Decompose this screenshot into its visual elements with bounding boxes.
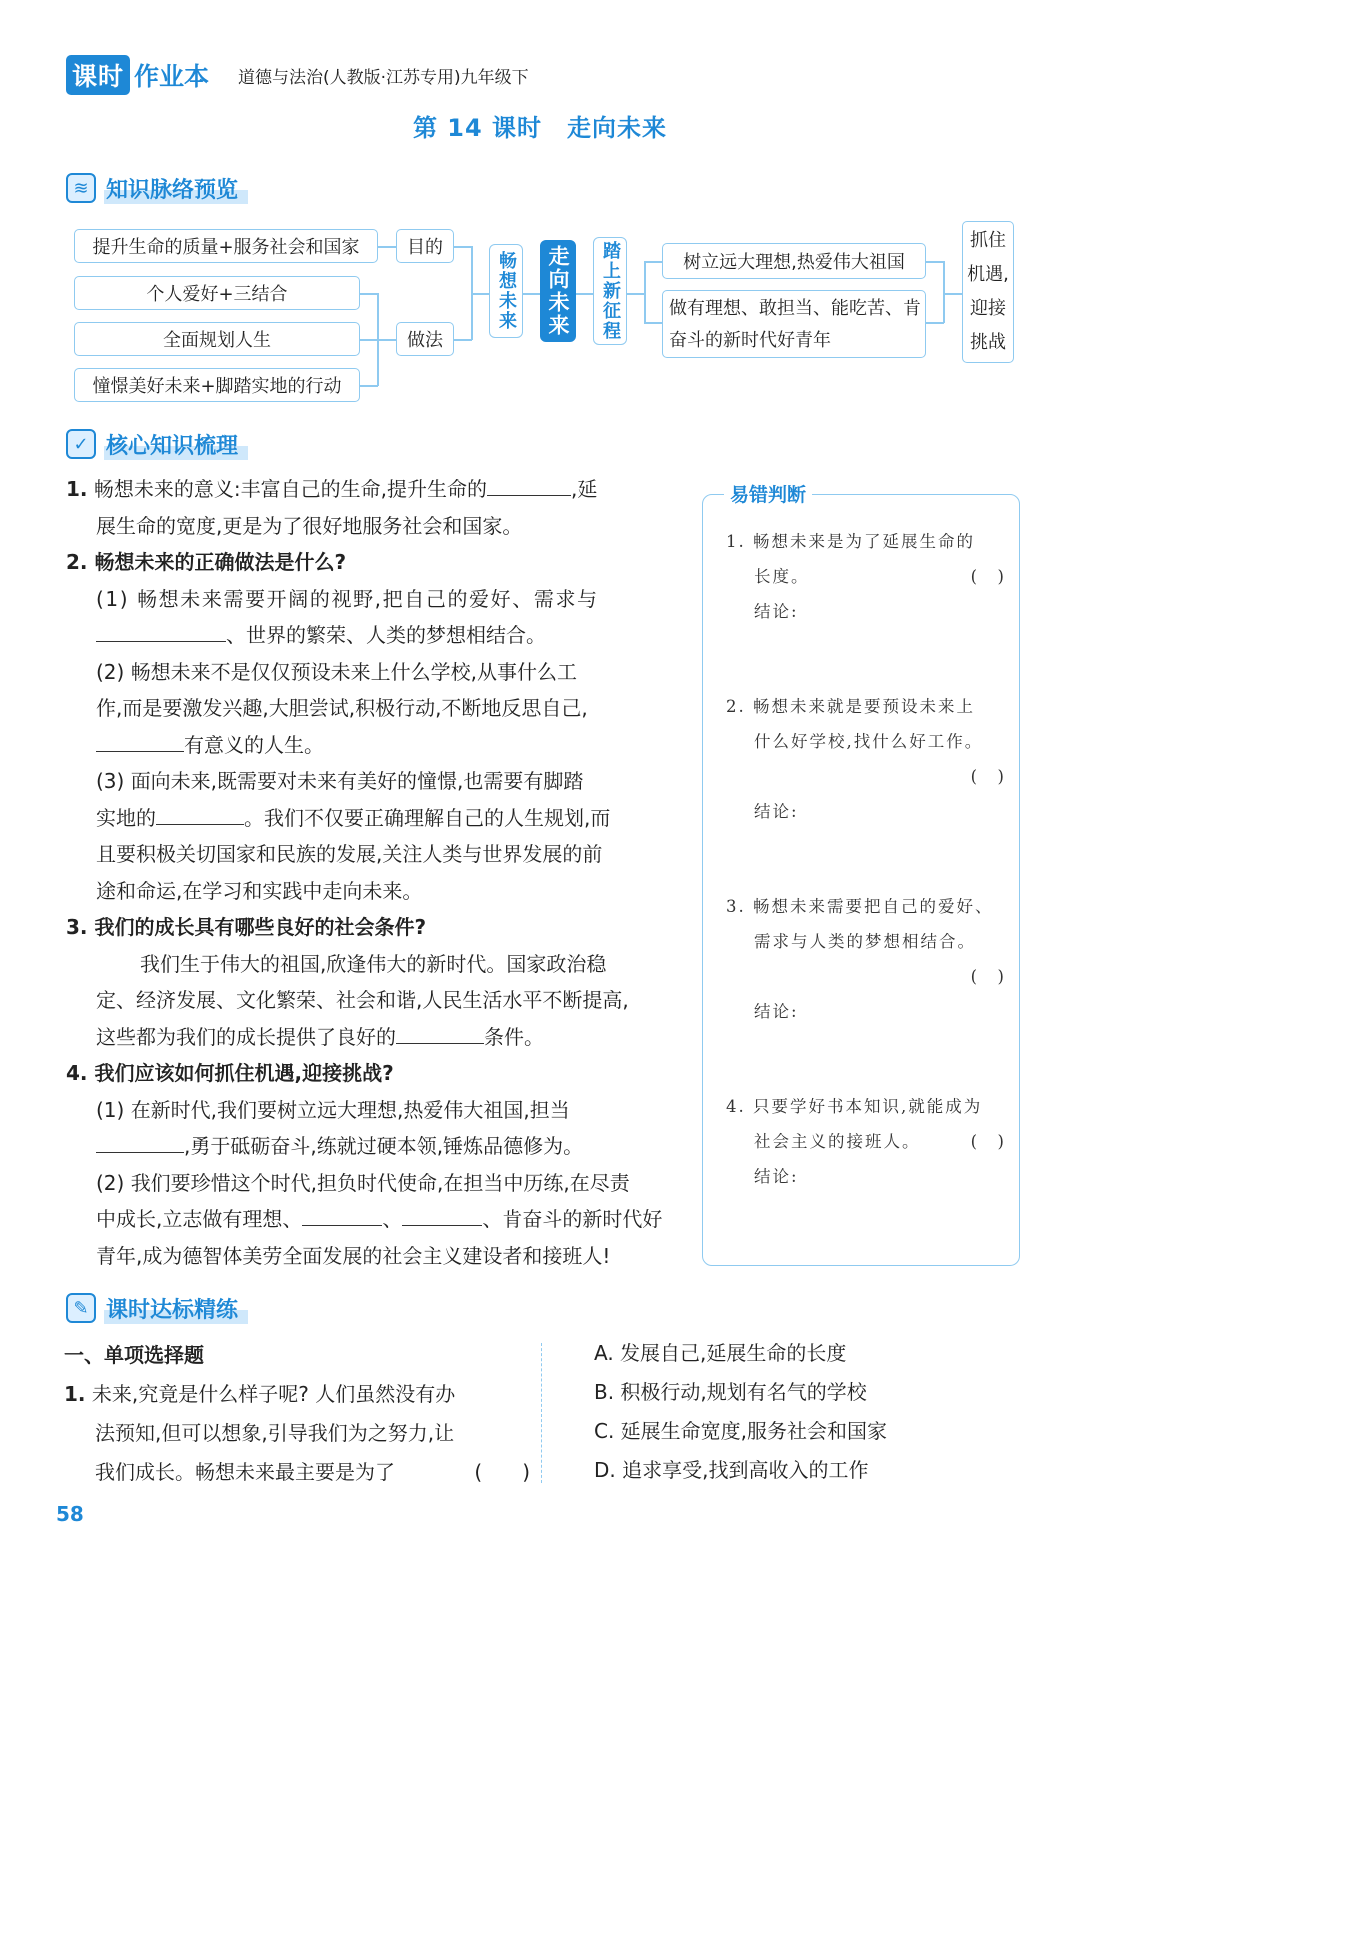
- q-text: 中成长,立志做有理想、: [96, 1207, 303, 1231]
- final-line: 抓住: [970, 230, 1006, 251]
- option-d[interactable]: D. 追求享受,找到高收入的工作: [594, 1458, 869, 1482]
- page-number: 58: [56, 1502, 84, 1526]
- options-list: [594, 1334, 1014, 1490]
- final-line: 挑战: [970, 332, 1006, 353]
- map-box-ideal: 树立远大理想,热爱伟大祖国: [662, 243, 926, 279]
- connector: [454, 246, 472, 248]
- logo-text: 作业本: [134, 62, 210, 91]
- final-line: 迎接: [970, 298, 1006, 319]
- connector: [644, 322, 662, 324]
- section-practice-title: 课时达标精练: [104, 1293, 248, 1324]
- connector: [943, 261, 945, 323]
- series-logo: [66, 55, 209, 95]
- conclusion-label: 结论:: [754, 1167, 799, 1186]
- q-number: 3.: [66, 915, 88, 939]
- q-number: 1.: [64, 1382, 86, 1406]
- q-number: 4.: [66, 1061, 88, 1085]
- layers-icon: ≋: [66, 173, 96, 203]
- map-box-plan: 全面规划人生: [74, 322, 360, 356]
- map-node-new-journey: 踏上新征程: [593, 237, 627, 345]
- section-practice-heading: [66, 1291, 248, 1325]
- q-text: (2) 我们要珍惜这个时代,担负时代使命,在担当中历练,在尽责: [96, 1170, 630, 1195]
- connector: [644, 261, 646, 323]
- q-text: 未来,究竟是什么样子呢? 人们虽然没有办: [91, 1382, 456, 1406]
- map-node-imagine-future: 畅想未来: [489, 244, 523, 338]
- connector: [378, 246, 396, 248]
- map-box-seize-opportunity: [962, 221, 1014, 363]
- map-box-purpose: 目的: [396, 229, 454, 263]
- q-text: ,勇于砥砺奋斗,练就过硬本领,锤炼品德修为。: [184, 1134, 584, 1158]
- error-text: 社会主义的接班人。: [754, 1132, 921, 1151]
- q-title: 我们的成长具有哪些良好的社会条件?: [94, 915, 427, 939]
- map-node-toward-future: 走向未来: [540, 240, 576, 342]
- q-number: 2.: [66, 550, 88, 574]
- q-text: 定、经济发展、文化繁荣、社会和谐,人民生活水平不断提高,: [96, 988, 629, 1012]
- conclusion-label: 结论:: [754, 602, 799, 621]
- q-text: 法预知,但可以想象,引导我们为之努力,让: [95, 1421, 455, 1445]
- q-number: 1.: [66, 477, 88, 501]
- error-item: [726, 524, 1006, 629]
- connector: [644, 261, 662, 263]
- map-box-future: 憧憬美好未来+脚踏实地的行动: [74, 368, 360, 402]
- conclusion-label: 结论:: [754, 802, 799, 821]
- q-title: 我们应该如何抓住机遇,迎接挑战?: [94, 1061, 394, 1085]
- core-q1: [66, 471, 676, 544]
- map-box-hobby: 个人爱好+三结合: [74, 276, 360, 310]
- error-text: 1. 畅想未来是为了延展生命的: [726, 532, 975, 551]
- error-item: [726, 1089, 1006, 1194]
- error-item: [726, 889, 1006, 1029]
- section-preview-title: 知识脉络预览: [104, 173, 248, 204]
- q-title: 畅想未来的正确做法是什么?: [94, 550, 347, 574]
- blank-field[interactable]: [302, 1204, 382, 1226]
- q-text: (1) 畅想未来需要开阔的视野,把自己的爱好、需求与: [96, 586, 599, 611]
- option-a[interactable]: A. 发展自己,延展生命的长度: [594, 1341, 847, 1365]
- answer-paren[interactable]: ( ): [970, 1132, 1006, 1151]
- lesson-title: 第 14 课时 走向未来: [412, 114, 668, 142]
- answer-paren[interactable]: ( ): [970, 967, 1006, 986]
- connector: [377, 293, 379, 386]
- error-text: 长度。: [754, 567, 810, 586]
- blank-field[interactable]: [396, 1022, 484, 1044]
- answer-paren[interactable]: ( ): [970, 567, 1006, 586]
- connector: [360, 293, 378, 295]
- error-text: 需求与人类的梦想相结合。: [754, 932, 976, 951]
- q-text: 有意义的人生。: [184, 732, 324, 757]
- q-text: 。我们不仅要正确理解自己的人生规划,而: [244, 805, 611, 830]
- map-box-youth: [662, 290, 926, 358]
- connector: [454, 339, 472, 341]
- error-text: 3. 畅想未来需要把自己的爱好、: [726, 897, 994, 916]
- blank-field[interactable]: [487, 474, 571, 496]
- q-text: 实地的: [96, 805, 156, 830]
- q-text: 途和命运,在学习和实践中走向未来。: [96, 878, 423, 903]
- connector: [926, 261, 944, 263]
- q-text: 畅想未来的意义:丰富自己的生命,提升生命的: [93, 477, 487, 501]
- q-text: (3) 面向未来,既需要对未来有美好的憧憬,也需要有脚踏: [96, 769, 584, 793]
- error-text: 什么好学校,找什么好工作。: [754, 732, 984, 751]
- q-text: (1) 在新时代,我们要树立远大理想,热爱伟大祖国,担当: [96, 1097, 570, 1122]
- connector: [943, 293, 962, 295]
- practice-q1: [64, 1336, 530, 1492]
- error-judgment-title: 易错判断: [724, 480, 812, 507]
- q-text: 青年,成为德智体美劳全面发展的社会主义建设者和接班人!: [96, 1243, 611, 1268]
- conclusion-label: 结论:: [754, 1002, 799, 1021]
- connector: [360, 385, 378, 387]
- core-q3: [66, 909, 676, 1055]
- answer-paren[interactable]: ( ): [970, 767, 1006, 786]
- q-text: 我们生于伟大的祖国,欣逢伟大的新时代。国家政治稳: [140, 951, 607, 976]
- checkbox-icon: ✓: [66, 429, 96, 459]
- q-text: 这些都为我们的成长提供了良好的: [96, 1024, 396, 1049]
- connector: [576, 293, 593, 295]
- q-text: 我们成长。畅想未来最主要是为了: [95, 1460, 395, 1484]
- q-text: 作,而是要激发兴趣,大胆尝试,积极行动,不断地反思自己,: [96, 696, 588, 720]
- blank-field[interactable]: [156, 803, 244, 825]
- q-text: 展生命的宽度,更是为了很好地服务社会和国家。: [96, 513, 523, 538]
- q-text: 、: [382, 1207, 403, 1231]
- pencil-icon: ✎: [66, 1293, 96, 1323]
- column-divider: [541, 1343, 542, 1483]
- map-box-youth-line1: 做有理想、敢担当、能吃苦、肯: [669, 298, 921, 319]
- blank-field[interactable]: [96, 1131, 184, 1153]
- section-preview-heading: [66, 171, 248, 205]
- map-box-youth-line2: 奋斗的新时代好青年: [669, 330, 831, 351]
- connector: [471, 293, 489, 295]
- connector: [926, 322, 944, 324]
- logo-box: 课时: [66, 55, 130, 95]
- q-text: 、世界的繁荣、人类的梦想相结合。: [226, 623, 546, 647]
- core-q2: [66, 544, 676, 909]
- subject-title: 道德与法治(人教版·江苏专用)九年级下: [238, 68, 529, 88]
- blank-field[interactable]: [96, 620, 226, 642]
- q-text: 条件。: [484, 1024, 544, 1049]
- error-text: 4. 只要学好书本知识,就能成为: [726, 1097, 983, 1116]
- blank-field[interactable]: [402, 1204, 482, 1226]
- answer-paren[interactable]: ( ): [474, 1460, 530, 1484]
- connector: [523, 293, 540, 295]
- final-line: 机遇,: [967, 264, 1009, 285]
- core-q4: [66, 1055, 676, 1274]
- q-text: 、肯奋斗的新时代好: [482, 1207, 663, 1231]
- map-box-quality: 提升生命的质量+服务社会和国家: [74, 229, 378, 263]
- error-text: 2. 畅想未来就是要预设未来上: [726, 697, 975, 716]
- part-title: 一、单项选择题: [64, 1343, 204, 1367]
- section-core-title: 核心知识梳理: [104, 429, 248, 460]
- q-text: (2) 畅想未来不是仅仅预设未来上什么学校,从事什么工: [96, 659, 578, 684]
- q-text: ,延: [570, 477, 598, 501]
- option-c[interactable]: C. 延展生命宽度,服务社会和国家: [594, 1419, 888, 1443]
- option-b[interactable]: B. 积极行动,规划有名气的学校: [594, 1380, 867, 1404]
- error-item: [726, 689, 1006, 829]
- connector: [627, 293, 645, 295]
- section-core-heading: [66, 427, 248, 461]
- blank-field[interactable]: [96, 730, 184, 752]
- map-box-method: 做法: [396, 322, 454, 356]
- q-text: 且要积极关切国家和民族的发展,关注人类与世界发展的前: [96, 842, 603, 866]
